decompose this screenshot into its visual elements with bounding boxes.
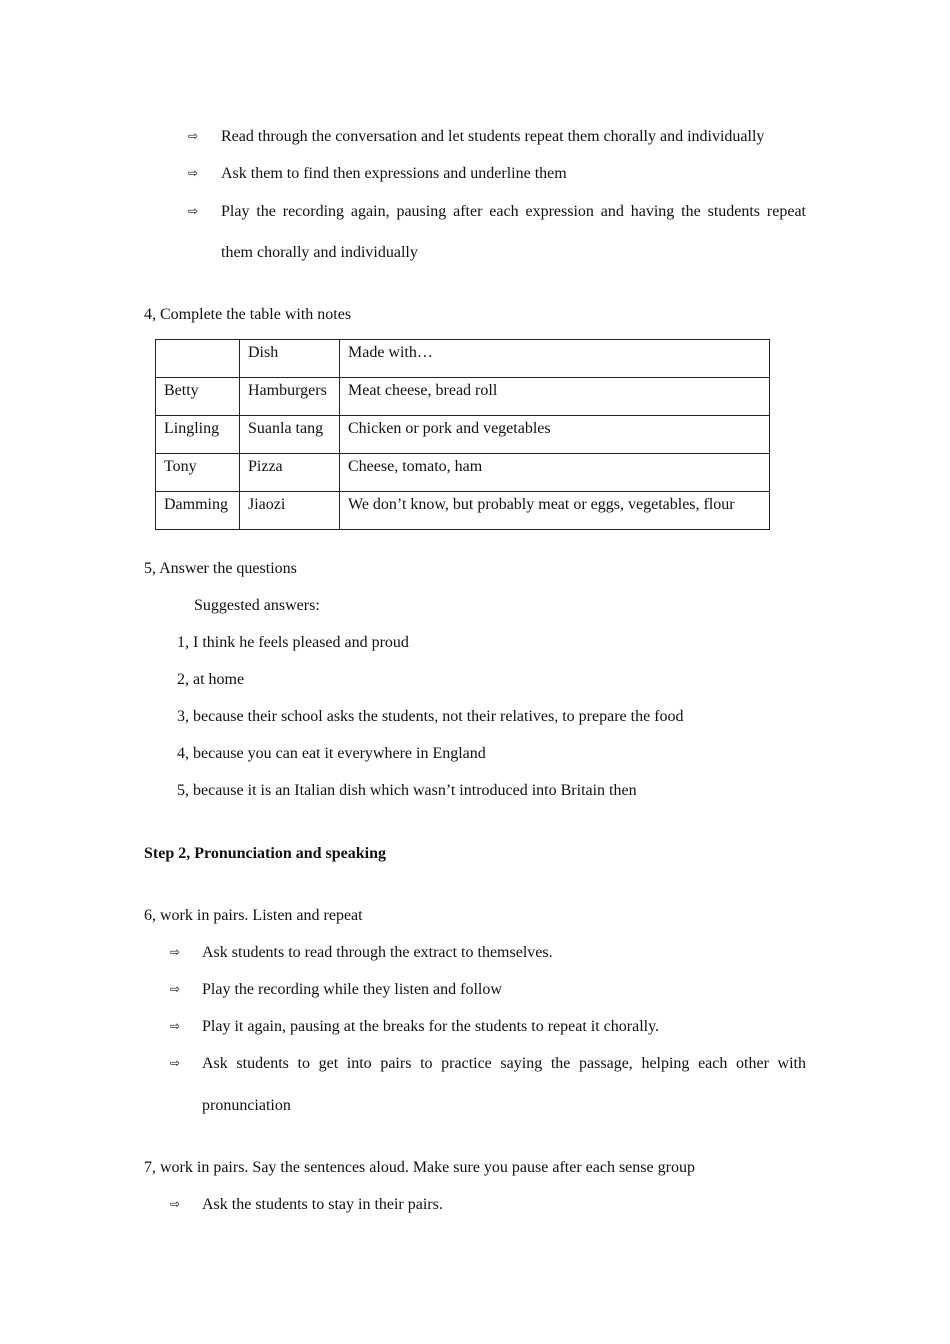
cell: Damming (156, 492, 240, 530)
cell: Chicken or pork and vegetables (340, 416, 770, 454)
arrow-bullet-icon: ⇨ (170, 982, 181, 996)
arrow-bullet-icon: ⇨ (188, 204, 199, 218)
arrow-bullet-icon: ⇨ (170, 1019, 181, 1033)
bullet-text: Ask students to read through the extract to themselves. (202, 944, 553, 961)
section-5-title: 5, Answer the questions (144, 560, 297, 577)
arrow-bullet-icon: ⇨ (188, 129, 199, 143)
answer: 5, because it is an Italian dish which wasn’t introduced into Britain then (177, 782, 637, 799)
bullet-text: Ask the students to stay in their pairs. (202, 1196, 443, 1213)
table-row (156, 492, 770, 530)
answer: 3, because their school asks the students, not their relatives, to prepare the food (177, 708, 684, 725)
arrow-bullet-icon: ⇨ (170, 1197, 181, 1211)
section-7-title: 7, work in pairs. Say the sentences aloud. Make sure you pause after each sense group (144, 1159, 695, 1176)
cell: Suanla tang (240, 416, 340, 454)
cell: Hamburgers (240, 378, 340, 416)
table-row (156, 416, 770, 454)
step-2-heading: Step 2, Pronunciation and speaking (144, 845, 386, 862)
arrow-bullet-icon: ⇨ (188, 166, 199, 180)
cell: Betty (156, 378, 240, 416)
answer: 1, I think he feels pleased and proud (177, 634, 409, 651)
answer: 2, at home (177, 671, 245, 688)
bullet-text-continued: pronunciation (202, 1097, 291, 1114)
bullet-text-continued: them chorally and individually (221, 244, 418, 261)
bullet-text: Read through the conversation and let students repeat them chorally and individually (221, 128, 765, 145)
cell: Jiaozi (240, 492, 340, 530)
bullet-text: Ask them to find then expressions and underline them (221, 165, 567, 182)
table-row (156, 378, 770, 416)
answer: 4, because you can eat it everywhere in England (177, 745, 486, 762)
table-row (156, 454, 770, 492)
arrow-bullet-icon: ⇨ (170, 945, 181, 959)
cell: We don’t know, but probably meat or eggs, vegetables, flour (340, 492, 770, 530)
notes-table (155, 339, 770, 530)
bullet-text: Play it again, pausing at the breaks for the students to repeat it chorally. (202, 1018, 660, 1035)
cell: Cheese, tomato, ham (340, 454, 770, 492)
bullet-text: Play the recording again, pausing after each expression and having the students repeat (221, 203, 806, 220)
header-cell: Dish (240, 340, 340, 378)
section-6-title: 6, work in pairs. Listen and repeat (144, 907, 363, 924)
header-cell: Made with… (340, 340, 770, 378)
cell: Meat cheese, bread roll (340, 378, 770, 416)
bullet-text: Play the recording while they listen and follow (202, 981, 502, 998)
cell: Lingling (156, 416, 240, 454)
suggested-answers-label: Suggested answers: (194, 597, 320, 614)
header-cell (156, 340, 240, 378)
cell: Pizza (240, 454, 340, 492)
table-header-row (156, 340, 770, 378)
section-4-title: 4, Complete the table with notes (144, 306, 352, 323)
bullet-text: Ask students to get into pairs to practice saying the passage, helping each other with (202, 1055, 806, 1072)
cell: Tony (156, 454, 240, 492)
arrow-bullet-icon: ⇨ (170, 1056, 181, 1070)
